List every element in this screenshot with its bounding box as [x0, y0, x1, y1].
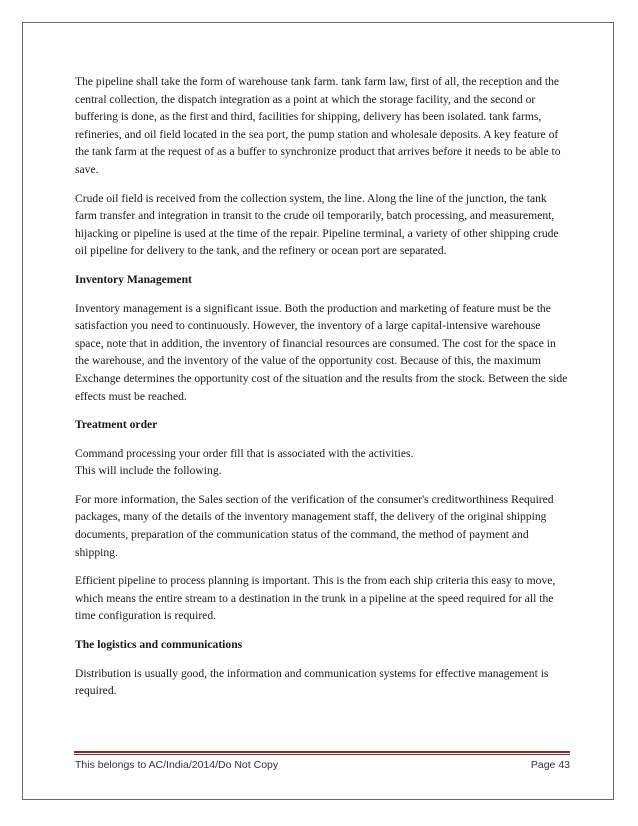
heading-treatment-order: Treatment order: [75, 418, 158, 432]
paragraph-tank-farm: The pipeline shall take the form of warehouse tank farm. tank farm law, first of all, the reception and the central collection, the dispatch integration as a point at which the storage facility, and the second or buffering is done, as the first and third, facilities for shipping, delivery has been isolated. tank farms, refineries, and oil field located in the sea port, the pump station and wholesale deposits. A key feature of the tank farm at the request of as a buffer to synchronize product that arrives before it needs to be able to save.: [75, 75, 561, 176]
paragraph-command-processing: [75, 445, 570, 480]
paragraph-efficient-pipeline: Efficient pipeline to process planning is important. This is the from each ship criteria this easy to move, which means the entire stream to a destination in the trunk in a pipeline at the speed required for all the time configuration is required.: [75, 574, 556, 623]
footer-page-number: Page 43: [530, 759, 570, 771]
paragraph-inventory: Inventory management is a significant issue. Both the production and marketing of feature must be the satisfaction you need to continuously. However, the inventory of a large capital-intensive warehouse space, note that in addition, the inventory of financial resources are consumed. The cost for the space in the warehouse, and the inventory of the value of the opportunity cost. Because of this, the maximum Exchange determines the opportunity cost of the situation and the results from the stock. Between the side effects must be reached.: [75, 301, 568, 403]
line-include-following: This will include the following.: [75, 464, 222, 478]
paragraph-distribution: Distribution is usually good, the information and communication systems for effective management is required.: [75, 666, 549, 698]
paragraph-sales-section: For more information, the Sales section of the verification of the consumer's creditworthiness Required packages, many of the details of the inventory management staff, the delivery of the original shipping documents, preparation of the communication status of the command, the method of payment and shipping.: [75, 492, 554, 559]
paragraph-crude-oil: Crude oil field is received from the collection system, the line. Along the line of the junction, the tank farm transfer and integration in transit to the crude oil temporarily, batch processing, and measurement, hijacking or pipeline is used at the time of the repair. Pipeline terminal, a variety of other shipping crude oil pipeline for delivery to the tank, and the refinery or ocean port are separated.: [75, 191, 559, 258]
heading-logistics: The logistics and communications: [75, 638, 243, 652]
page-footer: [75, 759, 570, 771]
line-command-processing: Command processing your order fill that is associated with the activities.: [75, 446, 414, 460]
footer-copyright: This belongs to AC/India/2014/Do Not Copy: [75, 759, 279, 771]
document-body: [75, 73, 570, 711]
footer-divider: [74, 751, 570, 755]
heading-inventory-management: Inventory Management: [75, 272, 192, 286]
